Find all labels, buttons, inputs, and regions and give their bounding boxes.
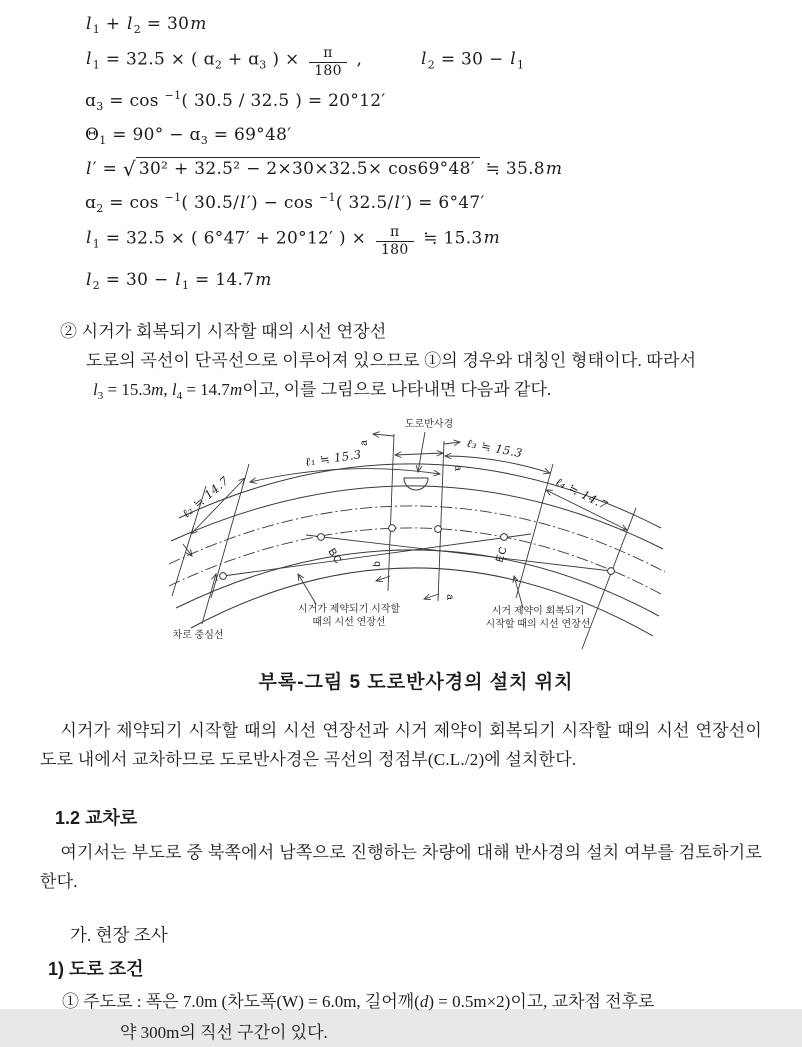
road-condition-line2: 약 300m의 직선 구간이 있다. bbox=[120, 1022, 328, 1042]
section-line-a-bottom-arrow bbox=[424, 594, 439, 599]
road-condition-line1: ① 주도로 : 폭은 7.0m (차도폭(W) = 6.0m, 길어깨(d) = 0.5m×2)이고, 교차점 전후로 bbox=[62, 991, 655, 1011]
installation-paragraph: 시거가 제약되기 시작할 때의 시선 연장선과 시거 제약이 회복되기 시작할 때의 시선 연장선이 도로 내에서 교차하므로 도로반사경은 곡선의 정점부(C.L./2)에 설치한다. bbox=[40, 720, 762, 769]
lane-centerline-label: 차로 중심선 bbox=[172, 629, 224, 641]
dim-label-l1: ℓ₁ ≒ 15.3 bbox=[304, 446, 363, 469]
dim-label-l4: ℓ₄ ≒ 14.7 bbox=[553, 473, 611, 513]
callout-sight-restore-line1: 시거 제약이 회복되기 bbox=[491, 605, 585, 617]
dim-line-l1 bbox=[250, 468, 440, 481]
callout-sight-begin-line1: 시거가 제약되기 시작할 bbox=[297, 603, 401, 615]
road-mirror-diagram bbox=[166, 416, 666, 654]
callout-sight-begin-line2: 때의 시선 연장선 bbox=[312, 616, 386, 628]
section-body: 도로의 곡선이 단곡선으로 이루어져 있으므로 ①의 경우와 대칭인 형태이다. 따라서 bbox=[86, 350, 697, 370]
mirror-label: 도로반사경 bbox=[404, 418, 454, 430]
dim-label-l3: ℓ₃ ≒ 15.3 bbox=[465, 435, 524, 460]
callout-sight-restore-line2: 시작할 때의 시선 연장선 bbox=[485, 618, 591, 630]
mirror-arrow bbox=[418, 432, 425, 472]
road-edge-inner bbox=[176, 549, 659, 615]
formula-line-2: $l_1 = 32.5$ × ( ɑ$_2$ + ɑ$_3$ ) × $\frac{\pi}{180}$ , $l_2 = 30 - l_1$ bbox=[86, 45, 525, 80]
extension-line-right bbox=[516, 464, 553, 598]
section-letter-a-top-right: a bbox=[452, 464, 463, 471]
formula-line-5: l′ = √ 30² + 32.5² − 2×30×32.5× cos69°48′ ≒ 35.8m bbox=[86, 156, 563, 181]
formula-line-3: ɑ$_3$ = cos $^{-1}$( 30.5 / 32.5 ) = 20°12′ bbox=[85, 88, 386, 113]
point-driver-left bbox=[220, 572, 227, 579]
callout-sight-begin-arrow bbox=[298, 574, 316, 604]
sight-restore-section bbox=[60, 317, 762, 404]
mirror-symbol bbox=[404, 478, 428, 490]
point-cross-left bbox=[389, 524, 396, 531]
heading-1-2-intersection: 1.2 교차로 bbox=[55, 807, 138, 828]
dim-line-between-sections bbox=[395, 453, 443, 455]
point-ec bbox=[501, 533, 508, 540]
formula-line-1: $l_1 + l_2 = 30m$ bbox=[86, 14, 207, 36]
formula-line-4: $\Theta_1 = 90^\circ$ − ɑ$_3$ = 69°48′ bbox=[85, 124, 292, 147]
formula-block bbox=[85, 12, 762, 293]
section-line-b-top-arrow bbox=[373, 434, 394, 436]
point-cross-right bbox=[435, 525, 442, 532]
formula-line-7: $l_1 = 32.5$ × ( 6°47′ + 20°12′ ) × $\frac{\pi}{180}$ ≒ 15.3m bbox=[86, 223, 500, 259]
formula-line-6: ɑ$_2$ = cos $^{-1}$( 30.5/l′) − cos $^{-1}$( 32.5/l′) = 6°47′ bbox=[85, 190, 485, 215]
installation-figure bbox=[166, 416, 666, 694]
point-bc bbox=[318, 533, 325, 540]
section-letter-b-bottom-left: b bbox=[372, 560, 383, 567]
section-math-line: $l_3 = 15.3m$, $l_4 = 14.7m$이고, 이를 그림으로 나타내면 다음과 같다. bbox=[93, 379, 552, 402]
section-heading-2: ② 시거가 회복되기 시작할 때의 시선 연장선 bbox=[60, 321, 387, 341]
road-centerline-upper bbox=[169, 505, 665, 571]
heading-field-survey: 가. 현장 조사 bbox=[70, 924, 168, 945]
section-letter-a-bottom-right: a bbox=[444, 593, 455, 600]
section-line-b bbox=[388, 434, 394, 591]
bc-label: BC bbox=[325, 545, 345, 567]
ec-label: EC bbox=[493, 543, 510, 564]
section-letter-a-top-left: a bbox=[359, 439, 370, 446]
figure-caption: 부록-그림 5 도로반사경의 설치 위치 bbox=[258, 671, 574, 693]
section-line-a-top-arrow bbox=[444, 442, 460, 444]
heading-road-condition: 1) 도로 조건 bbox=[48, 958, 144, 979]
section-line-b-bottom-arrow bbox=[376, 576, 390, 581]
point-driver-right bbox=[608, 567, 615, 574]
intersection-paragraph: 여기서는 부도로 중 북쪽에서 남쪽으로 진행하는 차량에 대해 반사경의 설치 여부를 검토하기로 한다. bbox=[40, 842, 762, 891]
dim-label-l2: ℓ₂ ≒ 14.7 bbox=[179, 472, 232, 521]
formula-line-8: $l_2 = 30 - l_1 = 14.7m$ bbox=[86, 269, 272, 292]
